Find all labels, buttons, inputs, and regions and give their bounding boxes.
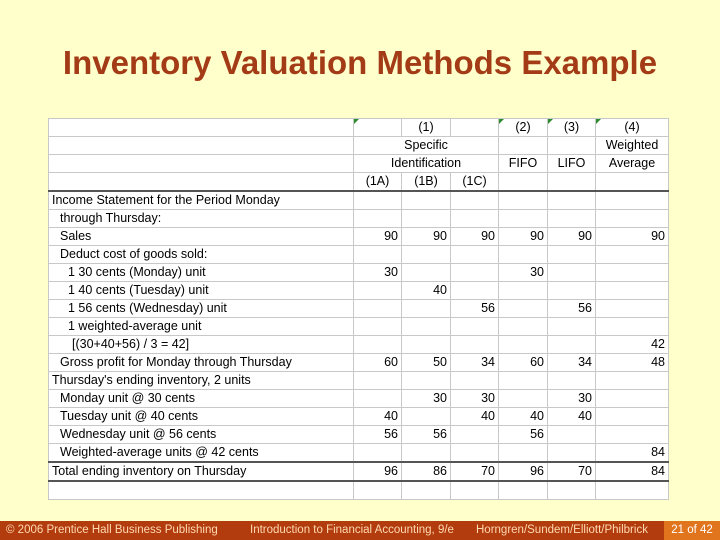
- value-cell: 70: [451, 462, 499, 481]
- value-cell: [451, 372, 499, 390]
- value-cell: [499, 336, 548, 354]
- table-row: [49, 408, 669, 426]
- row-label: 1 40 cents (Tuesday) unit: [49, 282, 354, 300]
- header-cell: [451, 119, 499, 137]
- value-cell: [548, 282, 596, 300]
- value-cell: [548, 318, 596, 336]
- value-cell: [548, 426, 596, 444]
- row-label: Sales: [49, 228, 354, 246]
- header-cell: [548, 137, 596, 155]
- value-cell: [596, 300, 669, 318]
- value-cell: 60: [354, 354, 402, 372]
- empty-cell: [499, 481, 548, 500]
- value-cell: [451, 318, 499, 336]
- value-cell: [451, 264, 499, 282]
- slide-title: Inventory Valuation Methods Example: [62, 44, 658, 81]
- value-cell: 40: [402, 282, 451, 300]
- value-cell: [402, 300, 451, 318]
- row-label: Weighted-average units @ 42 cents: [49, 444, 354, 463]
- table-row: [49, 426, 669, 444]
- header-cell: [49, 155, 354, 173]
- value-cell: 34: [451, 354, 499, 372]
- footer-authors: Horngren/Sundem/Elliott/Philbrick: [476, 524, 648, 536]
- value-cell: [354, 246, 402, 264]
- value-cell: 84: [596, 462, 669, 481]
- footer-bar: [0, 521, 720, 540]
- valuation-table: [48, 118, 669, 500]
- value-cell: [354, 300, 402, 318]
- header-1c: (1C): [451, 173, 499, 192]
- empty-cell: [548, 481, 596, 500]
- value-cell: [402, 210, 451, 228]
- value-cell: [499, 318, 548, 336]
- value-cell: 56: [548, 300, 596, 318]
- header-method-4: (4): [596, 119, 669, 137]
- value-cell: [499, 372, 548, 390]
- row-label: 1 56 cents (Wednesday) unit: [49, 300, 354, 318]
- value-cell: [451, 444, 499, 463]
- value-cell: 96: [354, 462, 402, 481]
- value-cell: 30: [402, 390, 451, 408]
- value-cell: 56: [354, 426, 402, 444]
- value-cell: [596, 408, 669, 426]
- row-label: Tuesday unit @ 40 cents: [49, 408, 354, 426]
- row-label: Deduct cost of goods sold:: [49, 246, 354, 264]
- row-label: Thursday's ending inventory, 2 units: [49, 372, 354, 390]
- row-label: 1 weighted-average unit: [49, 318, 354, 336]
- value-cell: 90: [596, 228, 669, 246]
- value-cell: 56: [451, 300, 499, 318]
- table-row: [49, 246, 669, 264]
- table-row: [49, 390, 669, 408]
- header-fifo: FIFO: [499, 155, 548, 173]
- value-cell: [451, 210, 499, 228]
- value-cell: [402, 336, 451, 354]
- table-row: [49, 300, 669, 318]
- value-cell: 56: [499, 426, 548, 444]
- value-cell: 56: [402, 426, 451, 444]
- value-cell: [596, 426, 669, 444]
- header-cell: [49, 173, 354, 192]
- value-cell: [451, 282, 499, 300]
- value-cell: [499, 191, 548, 210]
- empty-cell: [49, 481, 354, 500]
- footer-page-number: 21 of 42: [664, 521, 720, 540]
- value-cell: 30: [499, 264, 548, 282]
- row-label: Gross profit for Monday through Thursday: [49, 354, 354, 372]
- row-label: through Thursday:: [49, 210, 354, 228]
- empty-cell: [402, 481, 451, 500]
- header-row-3: [49, 155, 669, 173]
- value-cell: 96: [499, 462, 548, 481]
- value-cell: [354, 210, 402, 228]
- header-cell: [354, 119, 402, 137]
- value-cell: [451, 191, 499, 210]
- value-cell: [354, 318, 402, 336]
- empty-cell: [596, 481, 669, 500]
- header-1a: (1A): [354, 173, 402, 192]
- table-row: [49, 228, 669, 246]
- value-cell: 40: [354, 408, 402, 426]
- value-cell: 40: [499, 408, 548, 426]
- table-row: [49, 354, 669, 372]
- header-cell: [596, 173, 669, 192]
- value-cell: [596, 372, 669, 390]
- value-cell: [548, 264, 596, 282]
- header-1b: (1B): [402, 173, 451, 192]
- value-cell: 40: [451, 408, 499, 426]
- value-cell: [354, 390, 402, 408]
- value-cell: [402, 246, 451, 264]
- value-cell: [402, 191, 451, 210]
- header-weighted: Weighted: [596, 137, 669, 155]
- table-row: [49, 444, 669, 463]
- header-cell: [49, 119, 354, 137]
- value-cell: 30: [354, 264, 402, 282]
- value-cell: [402, 444, 451, 463]
- value-cell: [596, 282, 669, 300]
- value-cell: 42: [596, 336, 669, 354]
- value-cell: [354, 282, 402, 300]
- value-cell: [596, 210, 669, 228]
- table-body: [49, 119, 669, 500]
- table-row: [49, 462, 669, 481]
- header-lifo: LIFO: [548, 155, 596, 173]
- value-cell: [402, 318, 451, 336]
- value-cell: [499, 300, 548, 318]
- value-cell: 84: [596, 444, 669, 463]
- value-cell: [548, 210, 596, 228]
- value-cell: 86: [402, 462, 451, 481]
- value-cell: [499, 246, 548, 264]
- value-cell: 40: [548, 408, 596, 426]
- value-cell: 90: [402, 228, 451, 246]
- header-method-3: (3): [548, 119, 596, 137]
- header-cell: [49, 137, 354, 155]
- value-cell: 30: [451, 390, 499, 408]
- value-cell: [402, 408, 451, 426]
- value-cell: [596, 264, 669, 282]
- value-cell: [354, 372, 402, 390]
- value-cell: [402, 264, 451, 282]
- value-cell: [354, 191, 402, 210]
- value-cell: 48: [596, 354, 669, 372]
- footer-book-title: Introduction to Financial Accounting, 9/e: [250, 524, 454, 536]
- header-row-1: [49, 119, 669, 137]
- row-label: Income Statement for the Period Monday: [49, 191, 354, 210]
- value-cell: [596, 390, 669, 408]
- row-label: Wednesday unit @ 56 cents: [49, 426, 354, 444]
- table-row: [49, 210, 669, 228]
- header-row-2: [49, 137, 669, 155]
- row-label: 1 30 cents (Monday) unit: [49, 264, 354, 282]
- header-identification: Identification: [354, 155, 499, 173]
- header-cell: [499, 173, 548, 192]
- value-cell: 90: [451, 228, 499, 246]
- row-label: Total ending inventory on Thursday: [49, 462, 354, 481]
- value-cell: [596, 246, 669, 264]
- value-cell: 70: [548, 462, 596, 481]
- value-cell: 90: [354, 228, 402, 246]
- value-cell: [499, 390, 548, 408]
- table-row: [49, 372, 669, 390]
- row-label: Monday unit @ 30 cents: [49, 390, 354, 408]
- header-cell: [499, 137, 548, 155]
- value-cell: [451, 426, 499, 444]
- table-row: [49, 191, 669, 210]
- table-row: [49, 282, 669, 300]
- header-method-1: (1): [402, 119, 451, 137]
- value-cell: [354, 444, 402, 463]
- footer-copyright: © 2006 Prentice Hall Business Publishing: [6, 524, 218, 536]
- value-cell: [402, 372, 451, 390]
- table-row: [49, 264, 669, 282]
- value-cell: 50: [402, 354, 451, 372]
- value-cell: [548, 191, 596, 210]
- table-row: [49, 336, 669, 354]
- empty-cell: [451, 481, 499, 500]
- value-cell: 34: [548, 354, 596, 372]
- value-cell: [596, 191, 669, 210]
- value-cell: [451, 246, 499, 264]
- value-cell: [354, 336, 402, 354]
- row-label: [(30+40+56) / 3 = 42]: [49, 336, 354, 354]
- empty-cell: [354, 481, 402, 500]
- header-specific: Specific: [354, 137, 499, 155]
- value-cell: 30: [548, 390, 596, 408]
- header-cell: [548, 173, 596, 192]
- value-cell: [499, 282, 548, 300]
- valuation-table-container: [48, 118, 668, 500]
- value-cell: 60: [499, 354, 548, 372]
- value-cell: [596, 318, 669, 336]
- value-cell: [548, 246, 596, 264]
- value-cell: [548, 372, 596, 390]
- header-method-2: (2): [499, 119, 548, 137]
- value-cell: 90: [548, 228, 596, 246]
- header-average: Average: [596, 155, 669, 173]
- value-cell: [548, 444, 596, 463]
- value-cell: [499, 444, 548, 463]
- value-cell: [451, 336, 499, 354]
- value-cell: [548, 336, 596, 354]
- table-row-empty: [49, 481, 669, 500]
- table-row: [49, 318, 669, 336]
- value-cell: 90: [499, 228, 548, 246]
- value-cell: [499, 210, 548, 228]
- header-row-4: [49, 173, 669, 192]
